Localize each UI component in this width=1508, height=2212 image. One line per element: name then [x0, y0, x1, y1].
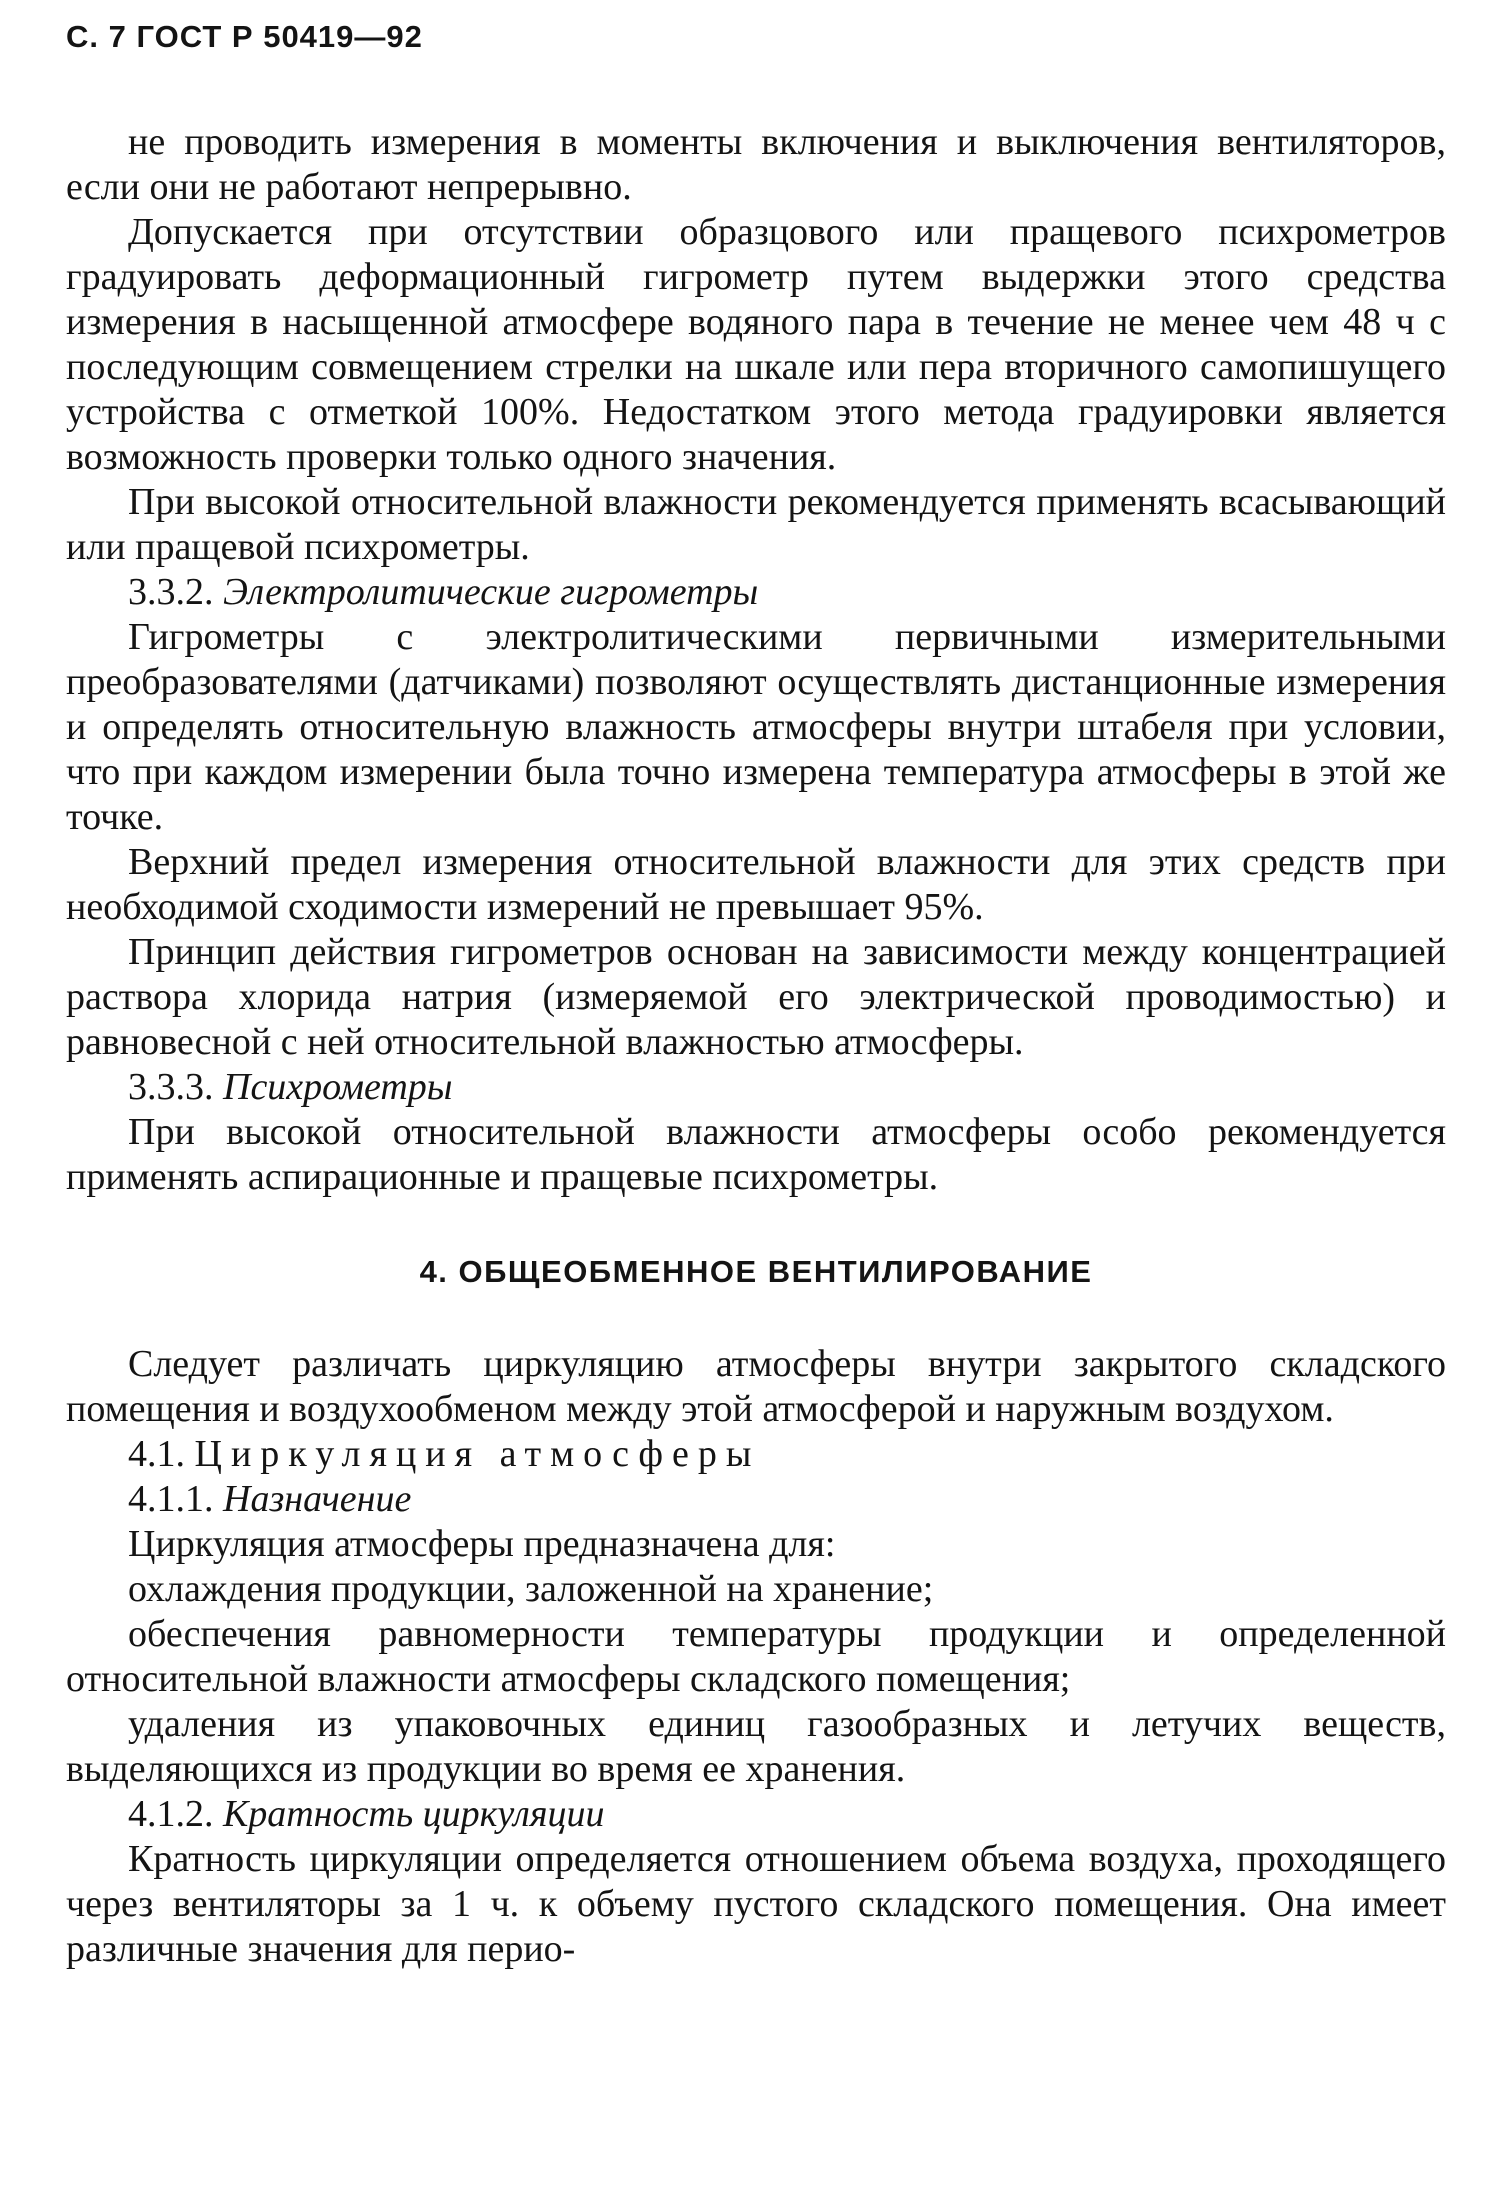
- list-item: удаления из упаковочных единиц газообразных и летучих веществ, выделяющихся из продукции во время ее хранения.: [66, 1703, 1446, 1790]
- paragraph: Кратность циркуляции определяется отношением объема воздуха, проходящего через вентиляторы за 1 ч. к объему пустого складского помещения. Она имеет различные значения для перио-: [66, 1838, 1446, 1970]
- document-body: [66, 120, 1446, 1972]
- subsection-number: 3.3.2.: [128, 571, 214, 613]
- paragraph: Гигрометры с электролитическими первичными измерительными преобразователями (датчиками) позволяют осуществлять дистанционные измерения и определять относительную влажность атмосферы внутри штабеля при условии, что при каждом измерении была точно измерена температура атмосферы в этой же точке.: [66, 616, 1446, 838]
- subsection-title: Психрометры: [223, 1066, 453, 1108]
- subsection-number: 4.1.2.: [128, 1793, 214, 1835]
- paragraph: Верхний предел измерения относительной влажности для этих средств при необходимой сходимости измерений не превышает 95%.: [66, 841, 1446, 928]
- subsection-heading-3-3-2: [66, 570, 1446, 615]
- paragraph: Принцип действия гигрометров основан на зависимости между концентрацией раствора хлорида натрия (измеряемой его электрической проводимостью) и равновесной с ней относительной влажностью атмосферы.: [66, 931, 1446, 1063]
- subsection-heading-3-3-3: [66, 1065, 1446, 1110]
- paragraph: не проводить измерения в моменты включения и выключения вентиляторов, если они не работают непрерывно.: [66, 121, 1446, 208]
- paragraph: При высокой относительной влажности рекомендуется применять всасывающий или пращевой психрометры.: [66, 481, 1446, 568]
- subsection-number: 4.1.: [128, 1433, 185, 1475]
- paragraph: При высокой относительной влажности атмосферы особо рекомендуется применять аспирационные и пращевые психрометры.: [66, 1111, 1446, 1198]
- running-header: С. 7 ГОСТ Р 50419—92: [66, 19, 423, 54]
- paragraph: Циркуляция атмосферы предназначена для:: [128, 1523, 836, 1565]
- list-item: охлаждения продукции, заложенной на хранение;: [128, 1568, 934, 1610]
- subsection-heading-4-1-1: [66, 1477, 1446, 1522]
- subsection-number: 4.1.1.: [128, 1478, 214, 1520]
- section-heading: 4. ОБЩЕОБМЕННОЕ ВЕНТИЛИРОВАНИЕ: [419, 1254, 1093, 1289]
- subsection-title: Кратность циркуляции: [223, 1793, 605, 1835]
- paragraph: Следует различать циркуляцию атмосферы внутри закрытого складского помещения и воздухообменом между этой атмосферой и наружным воздухом.: [66, 1343, 1446, 1430]
- paragraph: Допускается при отсутствии образцового или пращевого психрометров градуировать деформационный гигрометр путем выдержки этого средства измерения в насыщенной атмосфере водяного пара в течение не менее чем 48 ч с последующим совмещением стрелки на шкале или пера вторичного самопишущего устройства с отметкой 100%. Недостатком этого метода градуировки является возможность проверки только одного значения.: [66, 211, 1446, 478]
- list-item: обеспечения равномерности температуры продукции и определенной относительной влажности атмосферы складского помещения;: [66, 1613, 1446, 1700]
- subsection-heading-4-1-2: [66, 1792, 1446, 1837]
- document-page: [66, 14, 1446, 1972]
- subsection-number: 3.3.3.: [128, 1066, 214, 1108]
- subsection-title: Электролитические гигрометры: [223, 571, 759, 613]
- subsection-title: Назначение: [223, 1478, 412, 1520]
- subsection-heading-4-1: [66, 1432, 1446, 1477]
- subsection-title: Циркуляция атмосферы: [194, 1433, 761, 1475]
